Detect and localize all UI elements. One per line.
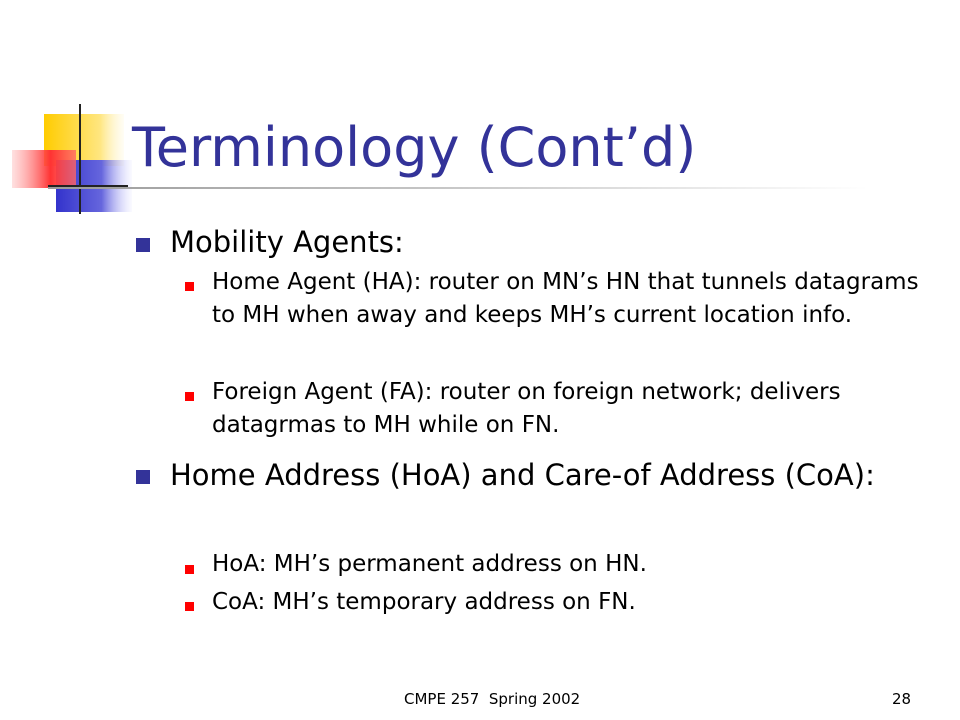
sub-bullet-square-icon bbox=[185, 565, 194, 574]
bullet-home-address: Home Address (HoA) and Care-of Address (CoA): bbox=[170, 458, 875, 492]
deco-red-square bbox=[12, 150, 76, 188]
sub-bullet-square-icon bbox=[185, 282, 194, 291]
sub-bullet-foreign-agent: Foreign Agent (FA): router on foreign network; delivers datagrmas to MH while on FN. bbox=[212, 379, 841, 438]
sub-bullet-square-icon bbox=[185, 602, 194, 611]
bullet-mobility-agents: Mobility Agents: bbox=[170, 225, 404, 259]
bullet-square-icon bbox=[136, 470, 150, 484]
footer-page-number: 28 bbox=[892, 690, 912, 708]
sub-bullet-square-icon bbox=[185, 392, 194, 401]
sub-bullet-coa: CoA: MH’s temporary address on FN. bbox=[212, 589, 636, 615]
title-divider bbox=[48, 187, 868, 189]
sub-bullet-hoa: HoA: MH’s permanent address on HN. bbox=[212, 551, 647, 577]
bullet-square-icon bbox=[136, 238, 150, 252]
slide-title: Terminology (Cont’d) bbox=[132, 116, 697, 179]
footer-course-label: CMPE 257 Spring 2002 bbox=[404, 690, 581, 708]
sub-bullet-home-agent: Home Agent (HA): router on MN’s HN that tunnels datagrams to MH when away and keeps MH’s current location info. bbox=[212, 269, 919, 328]
